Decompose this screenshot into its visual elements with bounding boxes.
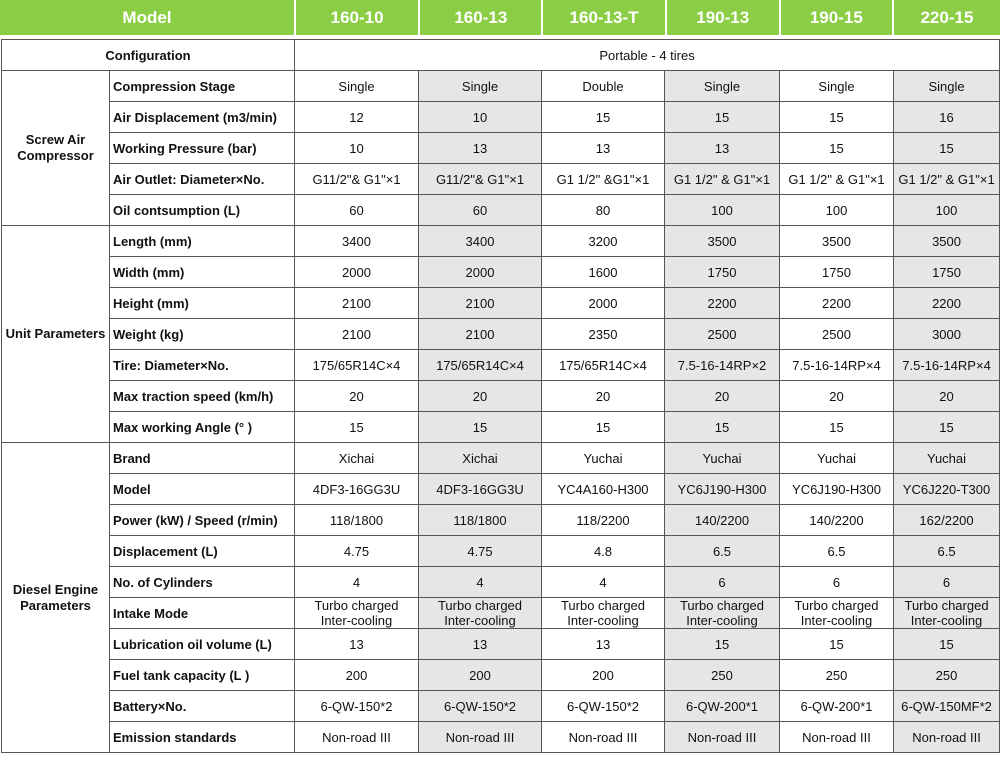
spec-table-body	[2, 40, 1000, 753]
value-cell: 20	[295, 381, 419, 412]
value-cell: 4DF3-16GG3U	[295, 474, 419, 505]
value-cell: 2200	[780, 288, 894, 319]
table-row	[2, 505, 1000, 536]
value-cell: 1750	[665, 257, 780, 288]
value-cell: G11/2"& G1"×1	[295, 164, 419, 195]
value-cell: 13	[542, 133, 665, 164]
group-label: Diesel Engine Parameters	[2, 443, 110, 753]
row-label: Max working Angle (° )	[110, 412, 295, 443]
value-cell: 15	[780, 412, 894, 443]
value-cell: 20	[419, 381, 542, 412]
value-cell: Xichai	[419, 443, 542, 474]
value-cell: 15	[665, 102, 780, 133]
value-cell: 250	[894, 660, 1000, 691]
value-cell: 10	[419, 102, 542, 133]
value-cell: Single	[780, 71, 894, 102]
value-cell: 60	[419, 195, 542, 226]
row-label: Compression Stage	[110, 71, 295, 102]
value-cell: 6-QW-150*2	[295, 691, 419, 722]
table-row	[2, 288, 1000, 319]
value-cell: YC6J220-T300	[894, 474, 1000, 505]
value-cell: 100	[780, 195, 894, 226]
table-row	[2, 629, 1000, 660]
value-cell: Turbo charged Inter-cooling	[419, 598, 542, 629]
table-row	[2, 133, 1000, 164]
value-cell: 4.75	[419, 536, 542, 567]
table-row	[2, 195, 1000, 226]
value-cell: YC6J190-H300	[665, 474, 780, 505]
value-cell: 13	[542, 629, 665, 660]
table-row	[2, 350, 1000, 381]
value-cell: Double	[542, 71, 665, 102]
value-cell: 15	[780, 133, 894, 164]
value-cell: Single	[295, 71, 419, 102]
value-cell: 13	[665, 133, 780, 164]
table-row	[2, 164, 1000, 195]
row-label: No. of Cylinders	[110, 567, 295, 598]
model-header-cell: 160-13-T	[543, 0, 664, 35]
value-cell: 3500	[665, 226, 780, 257]
row-label: Power (kW) / Speed (r/min)	[110, 505, 295, 536]
table-row	[2, 691, 1000, 722]
value-cell: 200	[419, 660, 542, 691]
value-cell: 200	[295, 660, 419, 691]
value-cell: 6-QW-200*1	[780, 691, 894, 722]
value-cell: 7.5-16-14RP×2	[665, 350, 780, 381]
table-row	[2, 71, 1000, 102]
value-cell: 13	[419, 133, 542, 164]
value-cell: 20	[665, 381, 780, 412]
value-cell: 3500	[780, 226, 894, 257]
configuration-row	[2, 40, 1000, 71]
row-label: Oil contsumption (L)	[110, 195, 295, 226]
model-header-label: Model	[0, 0, 294, 35]
value-cell: 4	[295, 567, 419, 598]
value-cell: Yuchai	[542, 443, 665, 474]
value-cell: 15	[542, 412, 665, 443]
value-cell: YC6J190-H300	[780, 474, 894, 505]
table-row	[2, 474, 1000, 505]
value-cell: Yuchai	[894, 443, 1000, 474]
value-cell: 2350	[542, 319, 665, 350]
value-cell: 2500	[780, 319, 894, 350]
model-header-cell: 160-10	[296, 0, 418, 35]
value-cell: 15	[780, 629, 894, 660]
value-cell: 20	[542, 381, 665, 412]
value-cell: 15	[894, 629, 1000, 660]
value-cell: G1 1/2" & G1"×1	[780, 164, 894, 195]
value-cell: 100	[665, 195, 780, 226]
value-cell: Non-road III	[665, 722, 780, 753]
value-cell: 4.8	[542, 536, 665, 567]
value-cell: 6-QW-200*1	[665, 691, 780, 722]
value-cell: 7.5-16-14RP×4	[780, 350, 894, 381]
table-row	[2, 536, 1000, 567]
value-cell: 3200	[542, 226, 665, 257]
row-label: Lubrication oil volume (L)	[110, 629, 295, 660]
value-cell: Non-road III	[295, 722, 419, 753]
row-label: Fuel tank capacity (L )	[110, 660, 295, 691]
value-cell: 6-QW-150*2	[542, 691, 665, 722]
value-cell: 15	[665, 412, 780, 443]
value-cell: 7.5-16-14RP×4	[894, 350, 1000, 381]
row-label: Weight (kg)	[110, 319, 295, 350]
row-label: Air Outlet: Diameter×No.	[110, 164, 295, 195]
row-label: Width (mm)	[110, 257, 295, 288]
group-label: Screw Air Compressor	[2, 71, 110, 226]
model-header-cell: 190-15	[781, 0, 892, 35]
value-cell: Turbo charged Inter-cooling	[894, 598, 1000, 629]
value-cell: 140/2200	[665, 505, 780, 536]
row-label: Length (mm)	[110, 226, 295, 257]
table-row	[2, 226, 1000, 257]
value-cell: 6.5	[665, 536, 780, 567]
table-row	[2, 257, 1000, 288]
value-cell: 2200	[665, 288, 780, 319]
row-label: Intake Mode	[110, 598, 295, 629]
value-cell: 80	[542, 195, 665, 226]
table-row	[2, 598, 1000, 629]
value-cell: YC4A160-H300	[542, 474, 665, 505]
value-cell: Turbo charged Inter-cooling	[665, 598, 780, 629]
value-cell: Non-road III	[419, 722, 542, 753]
value-cell: Non-road III	[542, 722, 665, 753]
model-header-cell: 190-13	[667, 0, 779, 35]
group-label: Unit Parameters	[2, 226, 110, 443]
value-cell: Non-road III	[894, 722, 1000, 753]
value-cell: 6-QW-150MF*2	[894, 691, 1000, 722]
value-cell: 6	[780, 567, 894, 598]
model-header-row	[0, 0, 1000, 35]
value-cell: 175/65R14C×4	[542, 350, 665, 381]
value-cell: 6.5	[894, 536, 1000, 567]
spec-table	[1, 39, 1000, 753]
value-cell: Xichai	[295, 443, 419, 474]
value-cell: 2000	[419, 257, 542, 288]
value-cell: 20	[894, 381, 1000, 412]
table-row	[2, 567, 1000, 598]
value-cell: 2000	[295, 257, 419, 288]
value-cell: 20	[780, 381, 894, 412]
value-cell: 15	[419, 412, 542, 443]
value-cell: 2100	[419, 319, 542, 350]
row-label: Brand	[110, 443, 295, 474]
table-row	[2, 412, 1000, 443]
value-cell: 60	[295, 195, 419, 226]
value-cell: 250	[665, 660, 780, 691]
value-cell: 1750	[894, 257, 1000, 288]
value-cell: 4DF3-16GG3U	[419, 474, 542, 505]
value-cell: 250	[780, 660, 894, 691]
row-label: Model	[110, 474, 295, 505]
value-cell: 162/2200	[894, 505, 1000, 536]
row-label: Displacement (L)	[110, 536, 295, 567]
value-cell: G1 1/2" & G1"×1	[894, 164, 1000, 195]
value-cell: 100	[894, 195, 1000, 226]
configuration-value: Portable - 4 tires	[295, 40, 1000, 71]
value-cell: Yuchai	[780, 443, 894, 474]
value-cell: Turbo charged Inter-cooling	[542, 598, 665, 629]
value-cell: 2000	[542, 288, 665, 319]
configuration-label: Configuration	[2, 40, 295, 71]
value-cell: 1750	[780, 257, 894, 288]
value-cell: 12	[295, 102, 419, 133]
value-cell: G1 1/2" & G1"×1	[665, 164, 780, 195]
table-row	[2, 722, 1000, 753]
value-cell: 6.5	[780, 536, 894, 567]
value-cell: 4.75	[295, 536, 419, 567]
value-cell: 15	[894, 133, 1000, 164]
value-cell: 13	[419, 629, 542, 660]
value-cell: 2100	[419, 288, 542, 319]
value-cell: 16	[894, 102, 1000, 133]
table-row	[2, 660, 1000, 691]
value-cell: Turbo charged Inter-cooling	[780, 598, 894, 629]
table-row	[2, 381, 1000, 412]
value-cell: 200	[542, 660, 665, 691]
value-cell: 118/2200	[542, 505, 665, 536]
value-cell: 2200	[894, 288, 1000, 319]
value-cell: 2100	[295, 319, 419, 350]
value-cell: 118/1800	[419, 505, 542, 536]
value-cell: 4	[419, 567, 542, 598]
row-label: Air Displacement (m3/min)	[110, 102, 295, 133]
table-row	[2, 102, 1000, 133]
value-cell: 6	[894, 567, 1000, 598]
value-cell: Non-road III	[780, 722, 894, 753]
value-cell: 2100	[295, 288, 419, 319]
value-cell: 15	[295, 412, 419, 443]
row-label: Height (mm)	[110, 288, 295, 319]
value-cell: 118/1800	[295, 505, 419, 536]
value-cell: 3500	[894, 226, 1000, 257]
value-cell: 2500	[665, 319, 780, 350]
value-cell: 140/2200	[780, 505, 894, 536]
table-row	[2, 319, 1000, 350]
value-cell: 3400	[419, 226, 542, 257]
value-cell: 13	[295, 629, 419, 660]
value-cell: G11/2"& G1"×1	[419, 164, 542, 195]
model-header-cell: 220-15	[894, 0, 1000, 35]
value-cell: G1 1/2" &G1"×1	[542, 164, 665, 195]
row-label: Working Pressure (bar)	[110, 133, 295, 164]
row-label: Battery×No.	[110, 691, 295, 722]
value-cell: 10	[295, 133, 419, 164]
value-cell: 15	[894, 412, 1000, 443]
value-cell: 4	[542, 567, 665, 598]
value-cell: Single	[894, 71, 1000, 102]
model-header-cell: 160-13	[420, 0, 541, 35]
row-label: Max traction speed (km/h)	[110, 381, 295, 412]
value-cell: 175/65R14C×4	[295, 350, 419, 381]
value-cell: Turbo charged Inter-cooling	[295, 598, 419, 629]
row-label: Tire: Diameter×No.	[110, 350, 295, 381]
value-cell: 15	[780, 102, 894, 133]
table-row	[2, 443, 1000, 474]
value-cell: 1600	[542, 257, 665, 288]
value-cell: 15	[665, 629, 780, 660]
value-cell: 3000	[894, 319, 1000, 350]
value-cell: Single	[419, 71, 542, 102]
value-cell: 6	[665, 567, 780, 598]
value-cell: Single	[665, 71, 780, 102]
value-cell: 6-QW-150*2	[419, 691, 542, 722]
value-cell: 175/65R14C×4	[419, 350, 542, 381]
value-cell: 3400	[295, 226, 419, 257]
value-cell: 15	[542, 102, 665, 133]
value-cell: Yuchai	[665, 443, 780, 474]
row-label: Emission standards	[110, 722, 295, 753]
